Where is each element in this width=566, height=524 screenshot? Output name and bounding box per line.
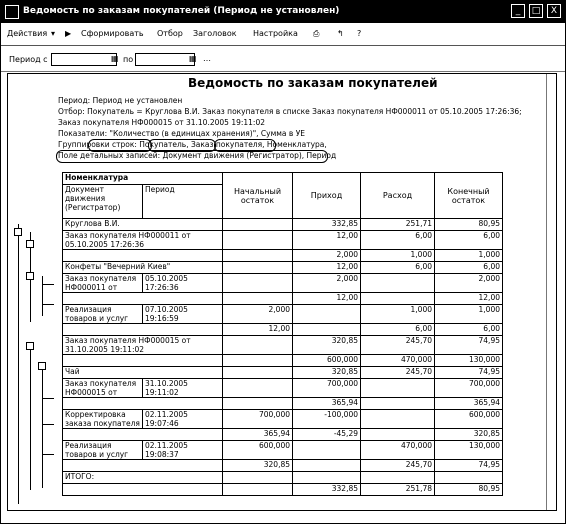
- row-period: 05.10.2005 17:26:36: [143, 274, 223, 293]
- cell-c4: 700,000: [435, 379, 503, 398]
- row-label: Конфеты "Вечерний Киев": [63, 262, 223, 274]
- period-bar: [1, 49, 565, 72]
- table-row: [63, 398, 503, 410]
- print-icon[interactable]: ⎙: [313, 29, 320, 38]
- cell-c3: [361, 410, 435, 429]
- cell-c1: 2,000: [223, 305, 293, 324]
- title-bar: [1, 1, 565, 23]
- cell-c4: 74,95: [435, 367, 503, 379]
- minimize-button[interactable]: _: [511, 4, 525, 18]
- table-row: [63, 274, 503, 293]
- period-from-input[interactable]: [51, 53, 117, 66]
- table-row: [63, 324, 503, 336]
- cell-c4: 365,94: [435, 398, 503, 410]
- cell-c1: 700,000: [223, 410, 293, 429]
- cell-c1: [223, 219, 293, 231]
- cell-c2: 700,000: [293, 379, 361, 398]
- row-period: 31.10.2005 19:11:02: [143, 379, 223, 398]
- cell-c3: 251,78: [361, 484, 435, 496]
- cell-c4: 1,000: [435, 250, 503, 262]
- arrow-icon[interactable]: ↰: [337, 29, 344, 38]
- maximize-button[interactable]: □: [529, 4, 543, 18]
- col-header-expense: Расход: [361, 173, 435, 219]
- cell-c4: 130,000: [435, 355, 503, 367]
- table-row: [63, 429, 503, 441]
- cell-c2: -45,29: [293, 429, 361, 441]
- table-row: [63, 305, 503, 324]
- report-sheet: [7, 73, 557, 511]
- row-document: Заказ покупателя НФ000015 от: [63, 379, 143, 398]
- cell-c1: 12,00: [223, 324, 293, 336]
- period-to-input[interactable]: [135, 53, 195, 66]
- cell-c4: 80,95: [435, 484, 503, 496]
- cell-c1: [223, 355, 293, 367]
- row-label: [63, 250, 223, 262]
- table-row: [63, 379, 503, 398]
- toolbar: [1, 25, 565, 46]
- table-row: [63, 231, 503, 250]
- cell-c3: 6,00: [361, 324, 435, 336]
- table-row: [63, 410, 503, 429]
- cell-c3: 1,000: [361, 250, 435, 262]
- cell-c4: 600,000: [435, 410, 503, 429]
- cell-c3: 245,70: [361, 367, 435, 379]
- row-label: Заказ покупателя НФ000011 от 05.10.2005 17:26:36: [63, 231, 223, 250]
- cell-c4: [435, 472, 503, 484]
- cell-c3: 470,000: [361, 355, 435, 367]
- cell-c2: -100,000: [293, 410, 361, 429]
- cell-c1: 600,000: [223, 441, 293, 460]
- cell-c1: [223, 367, 293, 379]
- settings-button[interactable]: Настройка: [253, 29, 298, 38]
- cell-c3: 6,00: [361, 262, 435, 274]
- cell-c4: 1,000: [435, 305, 503, 324]
- col-header-period: Период: [143, 185, 223, 219]
- cell-c4: 130,000: [435, 441, 503, 460]
- cell-c4: 6,00: [435, 324, 503, 336]
- row-label: [63, 484, 223, 496]
- cell-c1: [223, 231, 293, 250]
- cell-c2: 320,85: [293, 336, 361, 355]
- cell-c4: 6,00: [435, 262, 503, 274]
- row-period: 02.11.2005 19:08:37: [143, 441, 223, 460]
- cell-c1: [223, 472, 293, 484]
- vertical-scrollbar[interactable]: [546, 74, 556, 510]
- report-header-line: Период: Период не установлен: [58, 96, 183, 105]
- cell-c4: 74,95: [435, 336, 503, 355]
- cell-c4: 74,95: [435, 460, 503, 472]
- cell-c2: 12,00: [293, 293, 361, 305]
- header-button[interactable]: Заголовок: [193, 29, 237, 38]
- cell-c4: 320,85: [435, 429, 503, 441]
- report-header-line: Показатели: "Количество (в единицах хранения)", Сумма в УЕ: [58, 129, 305, 138]
- cell-c1: [223, 336, 293, 355]
- row-label: [63, 355, 223, 367]
- row-period: 02.11.2005 19:07:46: [143, 410, 223, 429]
- cell-c2: [293, 305, 361, 324]
- cell-c3: [361, 379, 435, 398]
- cell-c1: [223, 398, 293, 410]
- cell-c3: [361, 472, 435, 484]
- cell-c1: [223, 262, 293, 274]
- calendar-icon[interactable]: ▦: [111, 54, 119, 63]
- cell-c2: 12,00: [293, 231, 361, 250]
- table-row: [63, 441, 503, 460]
- report-header-line: Поле детальных записей: Документ движения (Регистратор), Период: [58, 151, 337, 160]
- play-icon: ▶: [65, 29, 72, 38]
- cell-c3: 251,71: [361, 219, 435, 231]
- cell-c2: 365,94: [293, 398, 361, 410]
- report-header-line: Отбор: Покупатель = Круглова В.И. Заказ покупателя в списке Заказ покупателя НФ000011 от 05.10.2005 17:26:36;: [58, 107, 522, 116]
- row-label: ИТОГО:: [63, 472, 223, 484]
- row-label: [63, 460, 223, 472]
- cell-c3: 470,000: [361, 441, 435, 460]
- cell-c2: 332,85: [293, 484, 361, 496]
- col-header-nomenclature: Номенклатура: [63, 173, 223, 185]
- annotation-oval: [56, 150, 328, 163]
- cell-c4: 12,00: [435, 293, 503, 305]
- cell-c1: [223, 250, 293, 262]
- cell-c2: [293, 460, 361, 472]
- table-row: [63, 336, 503, 355]
- cell-c1: [223, 379, 293, 398]
- col-header-income: Приход: [293, 173, 361, 219]
- row-document: Корректировка заказа покупателя: [63, 410, 143, 429]
- chevron-down-icon: ▾: [51, 29, 56, 38]
- actions-menu[interactable]: Действия: [7, 29, 48, 38]
- table-row: [63, 460, 503, 472]
- cell-c2: 320,85: [293, 367, 361, 379]
- row-label: [63, 429, 223, 441]
- ellipsis-button[interactable]: …: [203, 54, 211, 63]
- cell-c4: 6,00: [435, 231, 503, 250]
- table-row: [63, 262, 503, 274]
- row-label: [63, 293, 223, 305]
- cell-c1: [223, 274, 293, 293]
- app-icon: [5, 5, 19, 19]
- cell-c2: [293, 441, 361, 460]
- row-label: Чай: [63, 367, 223, 379]
- cell-c2: 2,000: [293, 274, 361, 293]
- table-row: [63, 293, 503, 305]
- table-row: [63, 484, 503, 496]
- cell-c1: [223, 484, 293, 496]
- calendar-icon[interactable]: ▦: [189, 54, 197, 63]
- row-document: Заказ покупателя НФ000011 от: [63, 274, 143, 293]
- cell-c3: [361, 274, 435, 293]
- cell-c3: 245,70: [361, 460, 435, 472]
- cell-c1: 365,94: [223, 429, 293, 441]
- help-icon[interactable]: ?: [357, 29, 362, 38]
- cell-c3: 245,70: [361, 336, 435, 355]
- filter-button[interactable]: Отбор: [157, 29, 183, 38]
- table-row: [63, 250, 503, 262]
- cell-c4: 80,95: [435, 219, 503, 231]
- report-header-line: Заказ покупателя НФ000015 от 31.10.2005 19:11:02: [58, 118, 265, 127]
- col-header-document: Документ движения (Регистратор): [63, 185, 143, 219]
- period-to-label: по: [123, 55, 134, 64]
- window-title: Ведомость по заказам покупателей (Период не установлен): [23, 6, 340, 16]
- row-period: 07.10.2005 19:16:59: [143, 305, 223, 324]
- row-label: Круглова В.И.: [63, 219, 223, 231]
- row-document: Реализация товаров и услуг: [63, 305, 143, 324]
- cell-c3: 1,000: [361, 305, 435, 324]
- row-label: [63, 324, 223, 336]
- row-label: [63, 398, 223, 410]
- cell-c4: 2,000: [435, 274, 503, 293]
- close-button[interactable]: X: [547, 4, 561, 18]
- col-header-closing: Конечный остаток: [435, 173, 503, 219]
- cell-c3: [361, 293, 435, 305]
- table-row: [63, 367, 503, 379]
- cell-c2: 12,00: [293, 262, 361, 274]
- cell-c2: 600,000: [293, 355, 361, 367]
- row-document: Реализация товаров и услуг: [63, 441, 143, 460]
- period-from-label: Период с: [9, 55, 48, 64]
- cell-c3: [361, 398, 435, 410]
- table-row: [63, 355, 503, 367]
- cell-c3: [361, 429, 435, 441]
- cell-c1: 320,85: [223, 460, 293, 472]
- report-table: [62, 172, 503, 496]
- cell-c2: 2,000: [293, 250, 361, 262]
- cell-c3: 6,00: [361, 231, 435, 250]
- row-label: Заказ покупателя НФ000015 от 31.10.2005 19:11:02: [63, 336, 223, 355]
- cell-c2: 332,85: [293, 219, 361, 231]
- col-header-opening: Начальный остаток: [223, 173, 293, 219]
- grouping-tree: [12, 224, 58, 511]
- report-header-line: Группировки строк: Покупатель, Заказ покупателя, Номенклатура,: [58, 140, 327, 149]
- table-row: [63, 472, 503, 484]
- cell-c2: [293, 472, 361, 484]
- table-row: [63, 219, 503, 231]
- cell-c1: [223, 293, 293, 305]
- generate-button[interactable]: Сформировать: [81, 29, 144, 38]
- cell-c2: [293, 324, 361, 336]
- report-title: Ведомость по заказам покупателей: [188, 76, 438, 90]
